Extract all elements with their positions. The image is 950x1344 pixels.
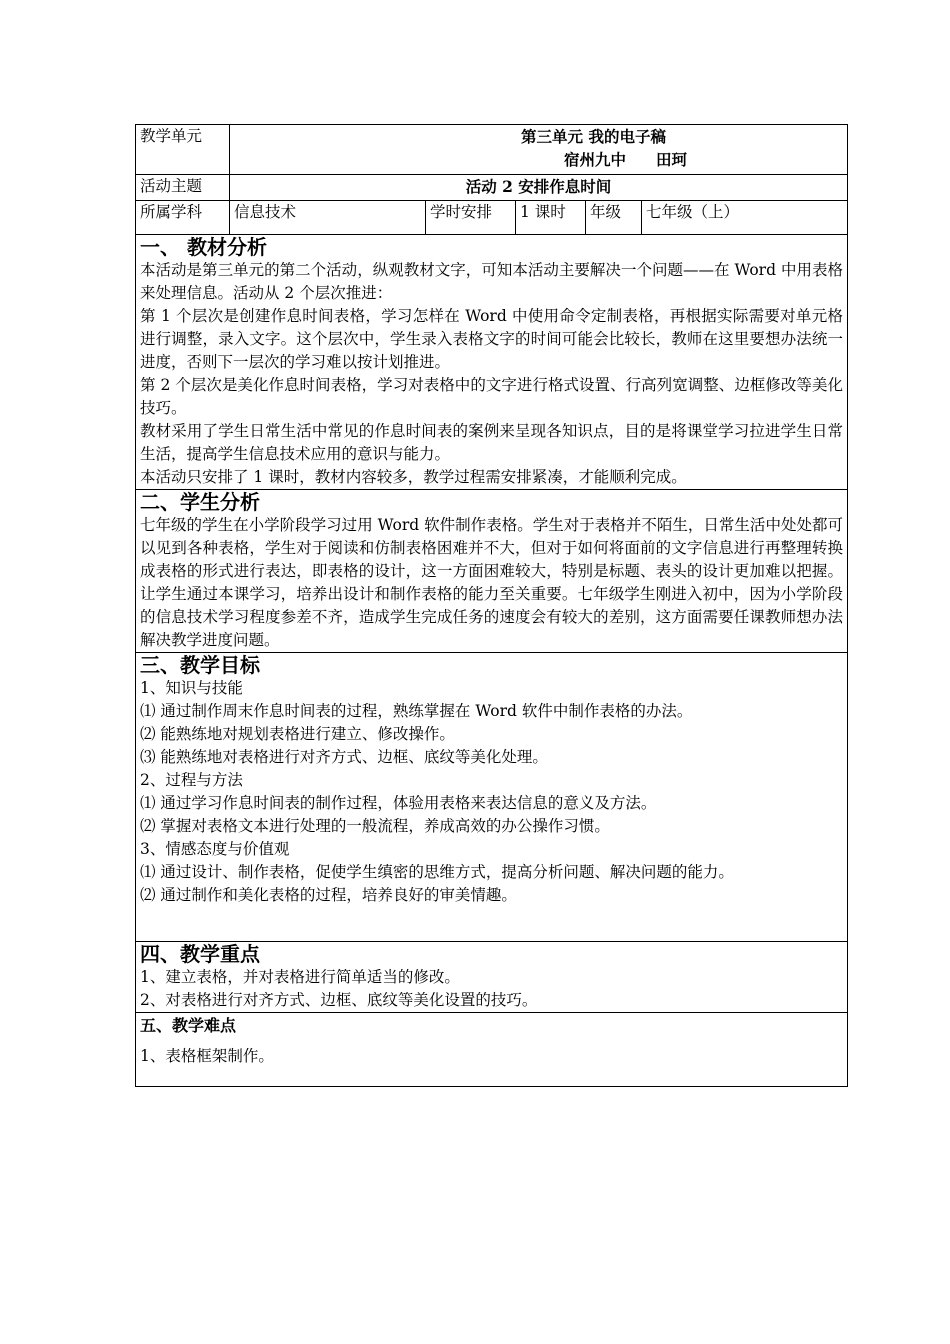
goal-line: 3、情感态度与价值观 (140, 840, 290, 858)
goal-line: ⑵ 能熟练地对规划表格进行建立、修改操作。 (140, 725, 455, 743)
unit-cell (230, 125, 848, 175)
goal-line: ⑴ 通过学习作息时间表的制作过程，体验用表格来表达信息的意义及方法。 (140, 794, 657, 812)
spacer (140, 907, 843, 941)
section-textbook-analysis (136, 235, 848, 490)
key-point: 2、对表格进行对齐方式、边框、底纹等美化设置的技巧。 (140, 991, 538, 1009)
lesson-plan-table (135, 124, 848, 1087)
paragraph: 教材采用了学生日常生活中常见的作息时间表的案例来呈现各知识点，目的是将课堂学习拉进学生日常生活，提高学生信息技术应用的意识与能力。 (140, 422, 843, 463)
paragraph: 七年级的学生在小学阶段学习过用 Word 软件制作表格。学生对于表格并不陌生，日常生活中处处都可以见到各种表格，学生对于阅读和仿制表格困难并不大，但对于如何将面前的文字信息进行再整理转换成表格的形式进行表达，即表格的设计，这一方面困难较大，特别是标题、表头的设计更加难以把握。让学生通过本课学习，培养出设计和制作表格的能力至关重要。七年级学生刚进入初中，因为小学阶段的信息技术学习程度参差不齐，造成学生完成任务的速度会有较大的差别，这方面需要任课教师想办法解决教学进度问题。 (140, 516, 843, 649)
paragraph: 本活动是第三单元的第二个活动，纵观教材文字，可知本活动主要解决一个问题——在 Word 中用表格来处理信息。活动从 2 个层次推进： (140, 261, 843, 302)
section-title: 四、教学重点 (140, 942, 260, 966)
goal-line: 2、过程与方法 (140, 771, 243, 789)
grade-value: 七年级（上） (642, 201, 848, 235)
goal-line: ⑵ 掌握对表格文本进行处理的一般流程，养成高效的办公操作习惯。 (140, 817, 610, 835)
paragraph: 第 2 个层次是美化作息时间表格，学习对表格中的文字进行格式设置、行高列宽调整、边框修改等美化技巧。 (140, 376, 843, 417)
theme-value: 活动 2 安排作息时间 (230, 175, 848, 201)
section-teaching-goals (136, 653, 848, 942)
section-difficulties (136, 1013, 848, 1087)
school-name: 宿州九中 (564, 150, 627, 169)
goal-line: ⑵ 通过制作和美化表格的过程，培养良好的审美情趣。 (140, 886, 517, 904)
subject-label: 所属学科 (136, 201, 230, 235)
unit-row (136, 125, 848, 175)
section-key-points (136, 942, 848, 1013)
goal-line: 1、知识与技能 (140, 679, 243, 697)
lesson-plan-page (135, 124, 847, 1087)
theme-row (136, 175, 848, 201)
difficulty-item: 1、表格框架制作。 (140, 1047, 274, 1065)
section-student-analysis (136, 490, 848, 653)
teacher-name: 田珂 (656, 150, 688, 169)
subject-value: 信息技术 (230, 201, 426, 235)
hours-value: 1 课时 (516, 201, 586, 235)
section-title: 三、教学目标 (140, 653, 260, 677)
section-title: 一、 教材分析 (140, 235, 267, 259)
hours-label: 学时安排 (426, 201, 516, 235)
section-title: 五、教学难点 (140, 1016, 237, 1035)
grade-label: 年级 (586, 201, 642, 235)
goal-line: ⑴ 通过制作周末作息时间表的过程，熟练掌握在 Word 软件中制作表格的办法。 (140, 702, 693, 720)
theme-label: 活动主题 (136, 175, 230, 201)
key-point: 1、建立表格，并对表格进行简单适当的修改。 (140, 968, 460, 986)
paragraph: 第 1 个层次是创建作息时间表格，学习怎样在 Word 中使用命令定制表格，再根据实际需要对单元格进行调整，录入文字。这个层次中，学生录入表格文字的时间可能会比较长，教师在这里要想办法统一进度，否则下一层次的学习难以按计划推进。 (140, 307, 843, 371)
subject-row (136, 201, 848, 235)
paragraph: 本活动只安排了 1 课时，教材内容较多，教学过程需安排紧凑，才能顺利完成。 (140, 468, 687, 486)
goal-line: ⑴ 通过设计、制作表格，促使学生缜密的思维方式，提高分析问题、解决问题的能力。 (140, 863, 734, 881)
unit-title: 第三单元 我的电子稿 (521, 127, 666, 146)
author-line (234, 148, 843, 171)
goal-line: ⑶ 能熟练地对表格进行对齐方式、边框、底纹等美化处理。 (140, 748, 548, 766)
section-title: 二、学生分析 (140, 490, 260, 514)
unit-label: 教学单元 (136, 125, 230, 175)
